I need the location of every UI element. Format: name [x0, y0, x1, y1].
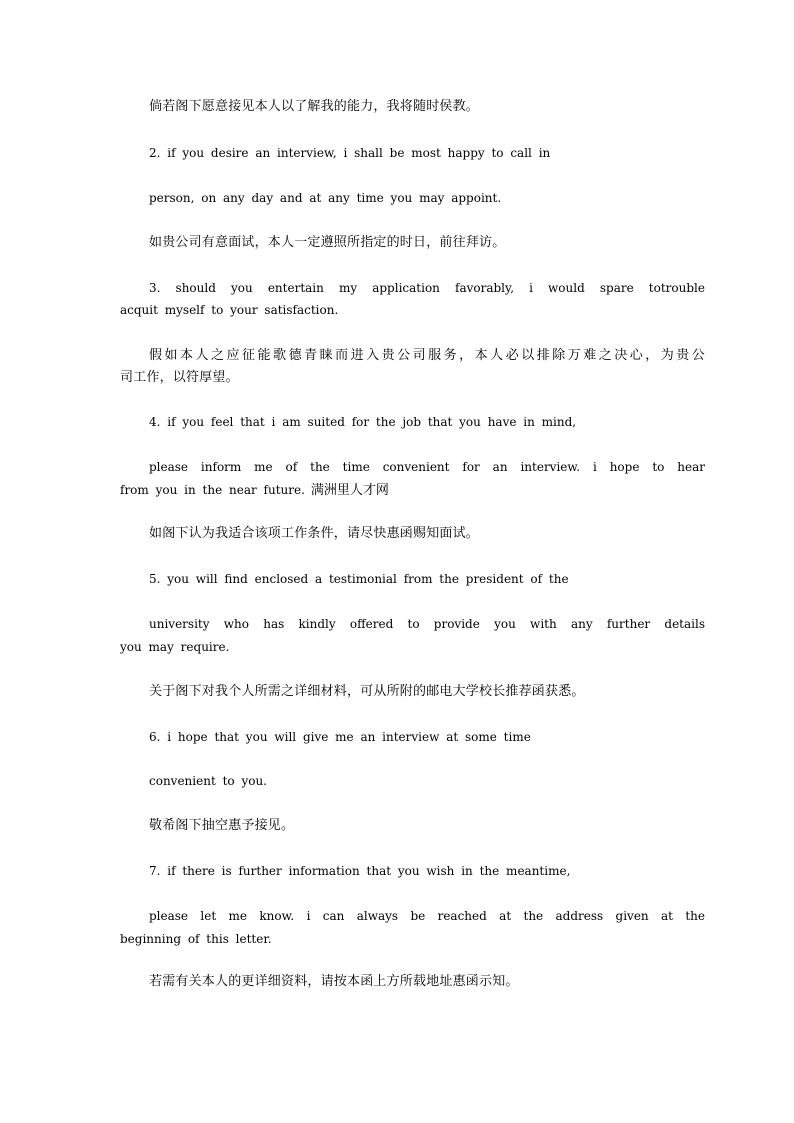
site-tag: 满洲里人才网: [310, 483, 389, 498]
paragraph-en-5-line-3: you may require.: [120, 640, 230, 654]
paragraph-en-7-line-3: beginning of this letter.: [120, 932, 272, 946]
paragraph-en-4-line-3-text: from you in the near future.: [120, 483, 305, 497]
paragraph-en-3-line-2: acquit myself to your satisfaction.: [120, 303, 339, 317]
paragraph-en-5-line-2: university who has kindly offered to provide you with any further details: [149, 617, 705, 631]
paragraph-en-5-line-1: 5. you will find enclosed a testimonial from the president of the: [149, 572, 569, 586]
paragraph-en-4-line-1: 4. if you feel that i am suited for the job that you have in mind,: [149, 415, 577, 429]
paragraph-en-2-line-2: person, on any day and at any time you may appoint.: [149, 191, 502, 205]
paragraph-cn-3-line-2: 司工作，以符厚望。: [120, 370, 239, 385]
paragraph-en-7-line-1: 7. if there is further information that you wish in the meantime,: [149, 864, 571, 878]
paragraph-en-4-line-3: [120, 479, 676, 502]
paragraph-cn-6: 敬希阁下抽空惠予接见。: [149, 818, 295, 833]
paragraph-cn-4: 如阁下认为我适合该项工作条件，请尽快惠函赐知面试。: [149, 526, 480, 541]
paragraph-en-7-line-2: please let me know. i can always be reached at the address given at the: [149, 909, 705, 923]
paragraph-cn-5: 关于阁下对我个人所需之详细材料，可从所附的邮电大学校长推荐函获悉。: [149, 684, 585, 699]
paragraph-cn-2: 如贵公司有意面试，本人一定遵照所指定的时日，前往拜访。: [149, 235, 506, 250]
paragraph-cn-1: 倘若阁下愿意接见本人以了解我的能力，我将随时侯教。: [149, 99, 480, 114]
paragraph-en-6-line-2: convenient to you.: [149, 774, 267, 788]
paragraph-en-6-line-1: 6. i hope that you will give me an interview at some time: [149, 730, 531, 744]
paragraph-en-4-line-2: please inform me of the time convenient for an interview. i hope to hear: [149, 460, 705, 474]
paragraph-en-2-line-1: 2. if you desire an interview, i shall be most happy to call in: [149, 146, 551, 160]
paragraph-cn-7: 若需有关本人的更详细资料，请按本函上方所载地址惠函示知。: [149, 974, 519, 989]
paragraph-en-3-line-1: 3. should you entertain my application favorably, i would spare totrouble: [149, 281, 705, 295]
paragraph-cn-3-line-1: 假如本人之应征能歌德青睐而进入贵公司服务，本人必以排除万难之决心，为贵公: [149, 348, 705, 363]
